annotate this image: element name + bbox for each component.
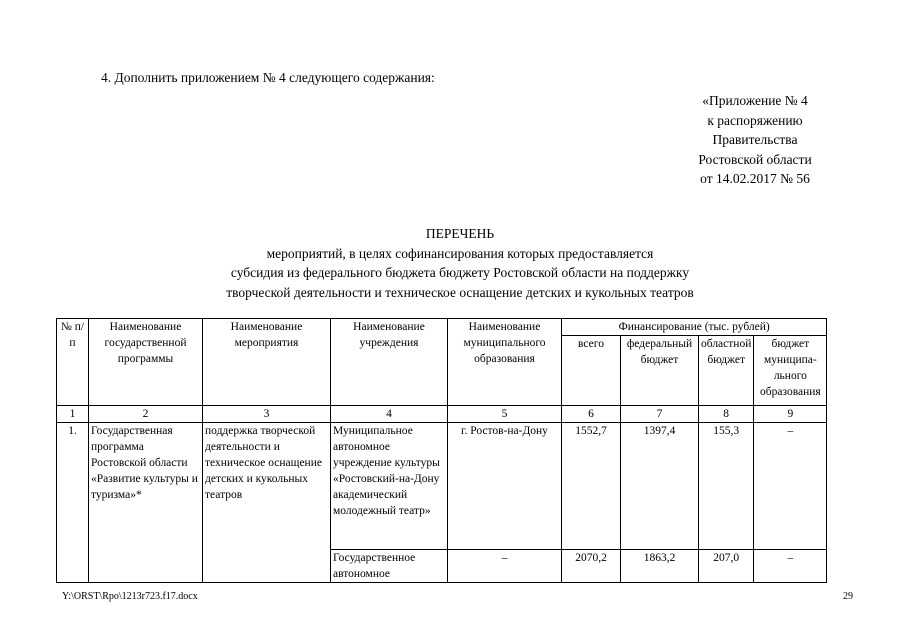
page-number: 29 xyxy=(843,591,853,602)
title-line: мероприятий, в целях софинансирования которых предоставляется xyxy=(266,245,654,261)
title-main: ПЕРЕЧЕНЬ xyxy=(425,226,495,241)
header-municipality: Наименование муниципального образования xyxy=(448,319,562,406)
appendix-line: «Приложение № 4 xyxy=(702,93,808,108)
row-total: 1552,7 xyxy=(562,423,621,550)
row-total: 2070,2 xyxy=(562,550,621,583)
appendix-line: к распоряжению xyxy=(707,112,803,128)
row-federal: 1397,4 xyxy=(621,423,699,550)
header-institution: Наименование учреждения xyxy=(331,319,448,406)
row-regional: 155,3 xyxy=(699,423,754,550)
table-row xyxy=(57,423,827,550)
column-number: 7 xyxy=(621,406,699,423)
header-federal: федеральный бюджет xyxy=(621,336,699,406)
column-number: 1 xyxy=(57,406,89,423)
column-number: 8 xyxy=(699,406,754,423)
title-line: творческой деятельности и техническое оснащение детских и кукольных театров xyxy=(226,284,694,300)
title-line: субсидия из федерального бюджета бюджету Ростовской области на поддержку xyxy=(230,265,690,280)
header-total: всего xyxy=(562,336,621,406)
header-municipal: бюджет муниципа-льного образования xyxy=(754,336,827,406)
row-municipality: г. Ростов-на-Дону xyxy=(448,423,562,550)
header-event: Наименование мероприятия xyxy=(203,319,331,406)
row-federal: 1863,2 xyxy=(621,550,699,583)
column-number: 2 xyxy=(89,406,203,423)
row-institution: Муниципальное автономное учреждение культуры «Ростовский-на-Дону академический молодежный театр» xyxy=(331,423,448,550)
row-municipality: – xyxy=(448,550,562,583)
header-regional: областной бюджет xyxy=(699,336,754,406)
row-event: поддержка творческой деятельности и техническое оснащение детских и кукольных театров xyxy=(203,423,331,583)
header-row xyxy=(57,319,827,336)
amendment-paragraph: 4. Дополнить приложением № 4 следующего содержания: xyxy=(101,70,435,85)
events-table xyxy=(56,318,827,583)
column-number-row xyxy=(57,406,827,423)
column-number: 5 xyxy=(448,406,562,423)
header-num: № п/п xyxy=(57,319,89,406)
appendix-header xyxy=(655,91,855,189)
appendix-line: Ростовской области xyxy=(698,151,812,167)
row-municipal: – xyxy=(754,550,827,583)
row-num: 1. xyxy=(57,423,89,583)
column-number: 6 xyxy=(562,406,621,423)
column-number: 3 xyxy=(203,406,331,423)
row-regional: 207,0 xyxy=(699,550,754,583)
footer-file-path: Y:\ORST\Rpo\1213r723.f17.docx xyxy=(62,591,198,602)
column-number: 4 xyxy=(331,406,448,423)
header-program: Наименование государственной программы xyxy=(89,319,203,406)
appendix-line: Правительства xyxy=(712,132,798,147)
row-program: Государственная программа Ростовской области «Развитие культуры и туризма»* xyxy=(89,423,203,583)
document-title xyxy=(150,224,770,302)
row-municipal: – xyxy=(754,423,827,550)
header-financing: Финансирование (тыс. рублей) xyxy=(562,319,827,336)
appendix-line: от 14.02.2017 № 56 xyxy=(700,171,810,186)
row-institution: Государственное автономное xyxy=(331,550,448,583)
column-number: 9 xyxy=(754,406,827,423)
